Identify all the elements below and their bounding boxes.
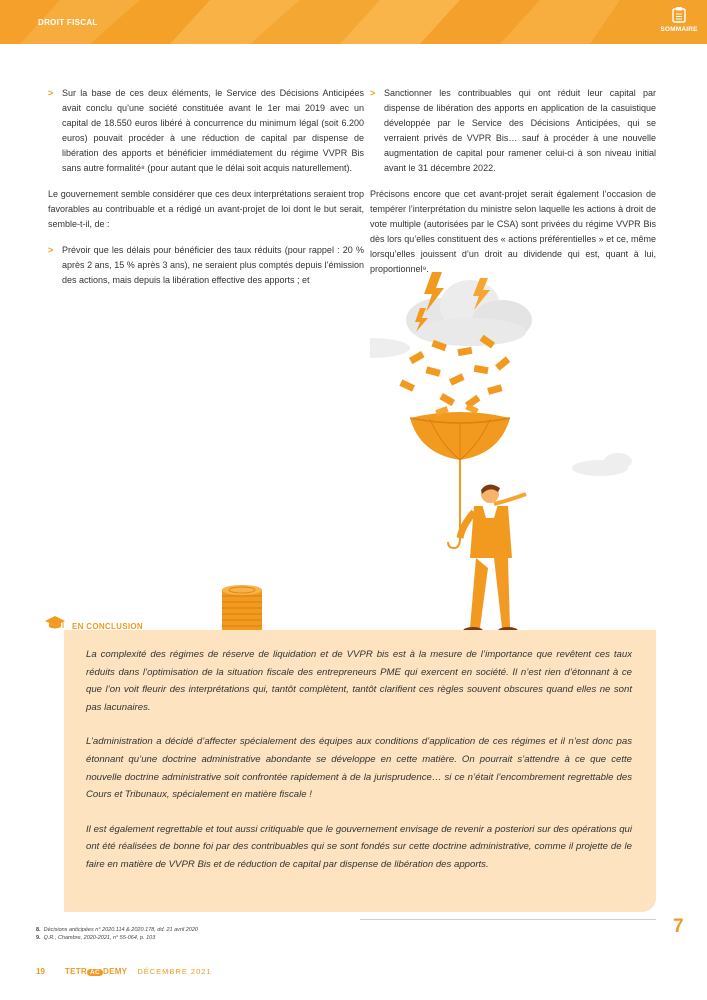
svg-text:7: 7 <box>673 916 684 935</box>
clipboard-icon <box>672 6 686 23</box>
graduation-cap-icon <box>44 615 66 631</box>
conclusion-paragraph-1: La complexité des régimes de réserve de liquidation et de VVPR bis est à la mesure de l’importance que revêtent ces taux réduits dans l’optimisation de la situation fiscale des entrepreneurs PME qui exercent en société. Il n’est rien d’étonnant à ce que l’on voit fleurir des interprétations qui, tantôt complètent, tantôt clarifient ces règles souvent obscures quand elles ne sont pas lacunaires. <box>86 649 632 713</box>
right-paragraph: Précisons encore que cet avant-projet serait également l’occasion de tempérer l’interprétation du ministre selon laquelle les actions à droit de vote multiple (autorisées par le CSA) sont privées du régime VVPR Bis dès lors qu’elles constituent des « actions préférentielles » et ce, même lorsqu’elles jouissent d’un droit au dividende qui est, quant à lui, proportionnel⁹. <box>370 189 656 274</box>
header-pattern <box>0 0 707 44</box>
left-column <box>48 86 364 288</box>
right-column <box>370 86 656 277</box>
page-number: 19 <box>36 967 45 976</box>
issue-date: DÉCEMBRE 2021 <box>137 967 212 976</box>
conclusion-header <box>44 615 143 631</box>
umbrella-money-illustration <box>370 268 660 644</box>
section-rubric: DROIT FISCAL <box>38 18 98 27</box>
left-paragraph: Le gouvernement semble considérer que ces deux interprétations seraient trop favorables au contribuable et a rédigé un avant-projet de loi dont le but serait, semble-t-il, de : <box>48 189 364 229</box>
conclusion-paragraph-3: Il est également regrettable et tout aussi critiquable que le gouvernement envisage de revenir a posteriori sur des opérations qui ont été réalisées de bonne foi par des contribuables qui se sont fondés sur cette doctrine administrative, comme il projette de le faire en matière de VVPR Bis et de réduction de capital par dispense de libération des apports. <box>86 823 632 870</box>
sommaire-button[interactable] <box>651 0 707 44</box>
brand-logo: TETR AC DEMY <box>64 967 128 976</box>
conclusion-text <box>86 646 632 874</box>
footnote-8: 8. Décisions anticipées n° 2020.114 & 2020.178, dd. 21 avril 2020 <box>36 927 198 933</box>
page-footer <box>36 967 212 976</box>
corner-logo-mark <box>671 915 693 935</box>
divider-line <box>360 919 656 920</box>
footnote-9: 9. Q.R., Chambre, 2020-2021, n° 55-064, p. 103 <box>36 934 156 941</box>
footnotes <box>36 927 198 942</box>
sommaire-label: SOMMAIRE <box>660 26 698 33</box>
right-bullet-1: > Sanctionner les contribuables qui ont réduit leur capital par dispense de libération des apports en application de la casuistique développée par le Service des Décisions Anticipées, qui se verraient privés de VVPR Bis… sauf à procéder à une nouvelle augmentation de capital pour ramener celui-ci à son niveau initial avant le 31 décembre 2022. <box>370 86 656 176</box>
left-bullet-1: > Sur la base de ces deux éléments, le Service des Décisions Anticipées avait conclu qu’une société constituée avant le 1er mai 2019 avec un capital de 18.550 euros libéré à concurrence du minimum légal (soit 6.200 euros) pouvait procéder à une réduction de capital par dispense de libération des apports et bénéficier immédiatement du régime VVPR Bis sans autre formalité⁸ (pour autant que le délai soit acquis naturellement). <box>48 86 364 176</box>
conclusion-title: EN CONCLUSION <box>72 621 144 631</box>
coin-stack-icon <box>218 576 266 636</box>
left-bullet-2: > Prévoir que les délais pour bénéficier des taux réduits (pour rappel : 20 % après 2 ans, 15 % après 3 ans), ne seraient plus comptés depuis l’émission des actions, mais depuis la libération effective des apports ; et <box>48 243 364 288</box>
conclusion-paragraph-2: L’administration a décidé d’affecter spécialement des équipes aux conditions d’application de ces régimes et il n’est donc pas étonnant qu’une doctrine administrative abondante se développe en cette matière. On pourrait s’attendre à ce que cette nouvelle doctrine administrative soit confrontée rapidement à de la jurisprudence… si ce n’était l’encombrement regrettable des Cours et Tribunaux, spécialement en matière fiscale ! <box>86 736 632 801</box>
page-header <box>0 0 707 44</box>
